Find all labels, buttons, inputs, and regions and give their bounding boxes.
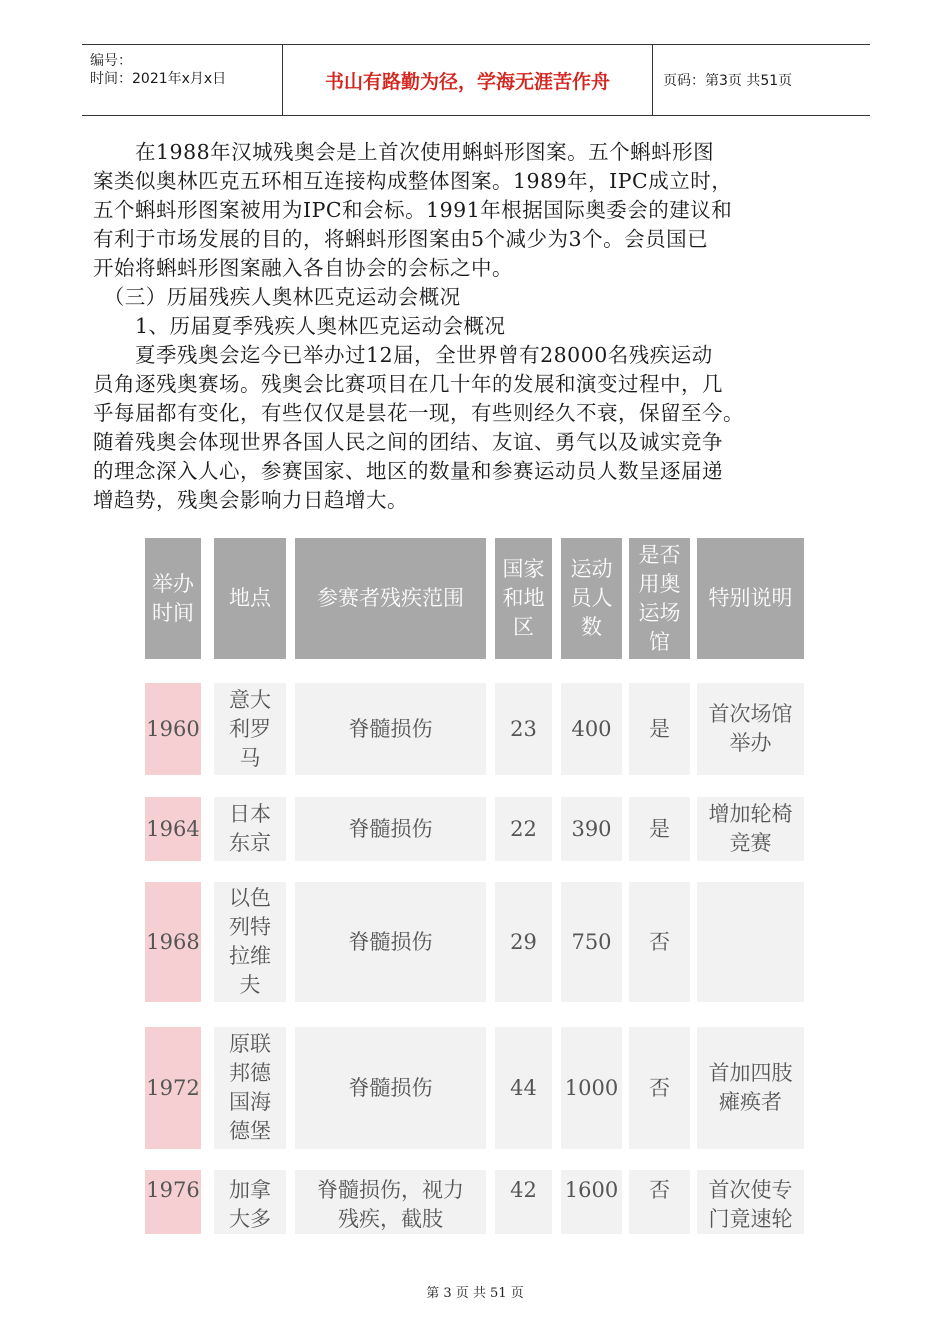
- table-year-cell: [145, 1027, 201, 1149]
- table-cell: [295, 683, 486, 775]
- table-cell-text: 日本 东京: [229, 802, 271, 855]
- table-header-cell: [697, 538, 804, 659]
- table-cell-text: 是: [649, 716, 670, 741]
- table-cell: [214, 1027, 286, 1149]
- table-cell: [697, 683, 804, 775]
- table-cell-text: 否: [649, 1178, 670, 1202]
- paragraph-line: 增趋势，残奥会影响力日趋增大。: [93, 488, 408, 512]
- table-cell-text: 是: [649, 816, 670, 841]
- table-cell: [629, 1027, 690, 1149]
- table-cell-text: 脊髓损伤: [348, 716, 433, 741]
- table-cell-text: 29: [510, 929, 537, 954]
- table-cell: [295, 1027, 486, 1149]
- table-cell-text: 以色 列特 拉维 夫: [229, 886, 271, 997]
- table-cell-text: 脊髓损伤: [348, 816, 433, 841]
- header-time: 时间：2021年x月x日: [90, 71, 227, 87]
- table-cell: [214, 1170, 286, 1234]
- table-cell-text: 1600: [564, 1178, 619, 1202]
- paragraph-line: 乎每届都有变化，有些仅仅是昙花一现，有些则经久不衰，保留至今。: [93, 401, 744, 425]
- table-cell: [495, 882, 552, 1002]
- table-cell: [495, 1027, 552, 1149]
- table-cell-text: 750: [571, 929, 612, 954]
- subsection-heading: 1、历届夏季残疾人奥林匹克运动会概况: [93, 314, 506, 338]
- table-cell: [697, 1170, 804, 1234]
- table-cell-text: 否: [649, 1075, 670, 1100]
- table-cell-text: 增加轮椅 竞赛: [708, 802, 793, 855]
- page-footer: 第 3 页 共 51 页: [426, 1286, 524, 1301]
- paragraph-line: 在1988年汉城残奥会是上首次使用蝌蚪形图案。五个蝌蚪形图: [93, 140, 715, 164]
- table-cell-text: 1000: [564, 1075, 619, 1100]
- table-cell: [697, 882, 804, 1002]
- table-cell-text: 脊髓损伤: [348, 929, 433, 954]
- table-header-cell-text: 特别说明: [708, 586, 793, 610]
- table-year-cell-text: 1960: [146, 716, 200, 741]
- table-cell-text: 400: [571, 716, 612, 741]
- table-header-cell-text: 运动 员人 数: [570, 557, 613, 639]
- table-cell-text: 44: [510, 1075, 537, 1100]
- paragraph-line: 的理念深入人心，参赛国家、地区的数量和参赛运动员人数呈逐届递: [93, 459, 723, 483]
- table-cell: [561, 1027, 622, 1149]
- table-year-cell-text: 1972: [146, 1075, 200, 1100]
- header-number: 编号：: [90, 53, 132, 69]
- table-cell-text: 42: [510, 1178, 537, 1202]
- table-header-cell: [214, 538, 286, 659]
- table-cell-text: 首次场馆 举办: [708, 702, 793, 755]
- paragraph-line: 随着残奥会体现世界各国人民之间的团结、友谊、勇气以及诚实竞争: [93, 430, 723, 454]
- table-cell-text: 意大 利罗 马: [229, 687, 271, 770]
- table-header-cell-text: 地点: [229, 586, 271, 610]
- section-heading: （三）历届残疾人奥林匹克运动会概况: [93, 285, 461, 309]
- paragraph-line: 五个蝌蚪形图案被用为IPC和会标。1991年根据国际奥委会的建议和: [93, 198, 733, 222]
- table-cell: [295, 1170, 486, 1234]
- table-year-cell: [145, 797, 201, 861]
- paragraph-line: 有利于市场发展的目的，将蝌蚪形图案由5个减少为3个。会员国已: [93, 227, 709, 251]
- header-page-info: 页码：第3页 共51页: [663, 73, 793, 89]
- table-cell-text: 首加四肢 瘫痪者: [708, 1061, 793, 1114]
- table-header-cell-text: 国家 和地 区: [502, 557, 545, 639]
- table-cell: [629, 1170, 690, 1234]
- table-year-cell: [145, 1170, 201, 1234]
- table-cell: [214, 882, 286, 1002]
- table-cell: [561, 683, 622, 775]
- table-header-cell: [561, 538, 622, 659]
- table-cell: [629, 797, 690, 861]
- table-cell: [697, 797, 804, 861]
- table-cell-text: 23: [510, 716, 537, 741]
- table-cell: [629, 683, 690, 775]
- table-header-cell-text: 举办 时间: [152, 571, 194, 625]
- table-cell: [629, 882, 690, 1002]
- table-year-cell: [145, 882, 201, 1002]
- table-cell: [561, 797, 622, 861]
- paragraph-line: 案类似奥林匹克五环相互连接构成整体图案。1989年，IPC成立时，: [93, 169, 733, 193]
- table-cell: [561, 882, 622, 1002]
- table-header-cell-text: 参赛者残疾范围: [317, 586, 464, 610]
- table-cell-text: 加拿 大多: [229, 1178, 271, 1231]
- table-cell: [295, 797, 486, 861]
- table-cell: [214, 683, 286, 775]
- table-cell: [214, 797, 286, 861]
- table-cell-text: 脊髓损伤，视力 残疾，截肢: [317, 1178, 464, 1231]
- table-cell: [495, 797, 552, 861]
- table-year-cell: [145, 683, 201, 775]
- table-year-cell-text: 1976: [146, 1178, 200, 1202]
- header-motto: 书山有路勤为径，学海无涯苦作舟: [283, 45, 653, 115]
- table-header-cell: [295, 538, 486, 659]
- table-cell-text: 脊髓损伤: [348, 1075, 433, 1100]
- table-cell-text: 22: [510, 816, 537, 841]
- table-header-cell: [495, 538, 552, 659]
- table-cell-text: 首次使专 门竟速轮: [708, 1178, 793, 1231]
- table-cell: [561, 1170, 622, 1234]
- header-meta: [82, 45, 283, 115]
- page-header: [82, 44, 870, 116]
- table-year-cell-text: 1968: [146, 929, 200, 954]
- table-cell-text: 390: [571, 816, 612, 841]
- table-header-cell: [629, 538, 690, 659]
- table-cell-text: 否: [649, 929, 670, 954]
- table-cell: [495, 1170, 552, 1234]
- table-header-cell: [145, 538, 201, 659]
- table-header-cell-text: 是否 用奥 运场 馆: [638, 542, 681, 654]
- paragraph-line: 员角逐残奥赛场。残奥会比赛项目在几十年的发展和演变过程中，几: [93, 372, 723, 396]
- table-cell: [295, 882, 486, 1002]
- table-cell-text: 原联 邦德 国海 德堡: [229, 1032, 271, 1143]
- table-cell: [697, 1027, 804, 1149]
- paragraph-line: 开始将蝌蚪形图案融入各自协会的会标之中。: [93, 256, 513, 280]
- paragraph-line: 夏季残奥会迄今已举办过12届，全世界曾有28000名残疾运动: [93, 343, 713, 367]
- table-cell: [495, 683, 552, 775]
- table-year-cell-text: 1964: [146, 816, 200, 841]
